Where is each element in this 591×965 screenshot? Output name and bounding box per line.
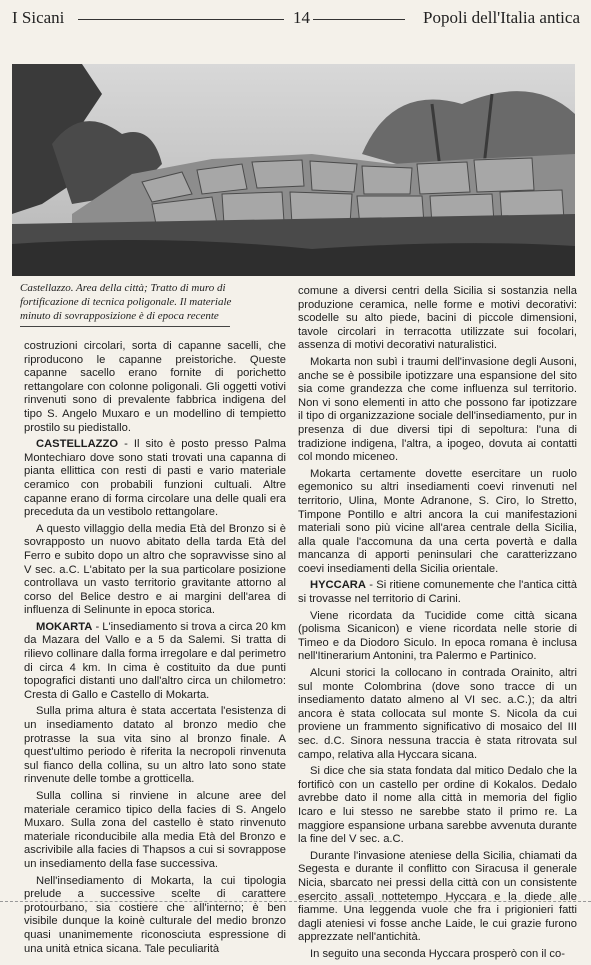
paragraph: Durante l'invasione ateniese della Sicilia, chiamati da Segesta e durante il conflitto con Siracusa il generale Nicia, sbarcato nei pressi della città con un consistente esercito assalì nottetempo Hyccara e la diede alle fiamme. Una leggenda vuole che fra i prigionieri fatti dagli ateniesi vi fosse anche Laide, le cui grazie furono apprezzate nell'antichità. — [298, 849, 577, 944]
section-title: I Sicani — [12, 8, 65, 27]
paragraph: Sulla collina si rinviene in alcune aree del materiale ceramico tipico della facies di S. Angelo Muxaro. Sulla zona del castello è stato rinvenuto materiale riconducibile alla media Età del Bronzo e ascrivibile alla facies di Thapsos a cui si sovrappose un insediamento della fase successiva. — [24, 790, 286, 870]
paragraph: Sulla prima altura è stata accertata l'esistenza di un insediamento datato al bronzo medio che protrasse la sua vita sino al bronzo finale. A quest'ultimo periodo è riferita la necropoli rinvenuta sul fianco della collina, su un altro lato sono state rinvenute delle tombe a grotticella. — [24, 705, 286, 786]
header-rule-right — [313, 19, 405, 20]
page-number: 14 — [293, 8, 310, 27]
header-rule-left — [78, 19, 284, 20]
keyword: CASTELLAZZO — [36, 438, 119, 451]
keyword: HYCCARA — [310, 579, 366, 592]
keyword: MOKARTA — [36, 620, 93, 633]
paragraph: MOKARTA - L'insediamento si trova a circa 20 km da Mazara del Vallo e a 5 da Salemi. Si tratta di rilievo collinare dalla forma irregolare e dal perimetro di circa 4 km. In cima è costituito da due punti topografici distanti uno dall'altro circa un chilometro: Cresta di Gallo e Castello di Mokarta. — [24, 620, 286, 701]
caption-rule — [20, 326, 230, 327]
paragraph: comune a diversi centri della Sicilia si sostanzia nella produzione ceramica, nelle forme e motivi decorativi: scodelle su alto piede, bacini di piccole dimensioni, tavole circolari in terracotta utilizzate sui focolari, assenza di motivi decorativi naturalistici. — [298, 285, 577, 352]
photo-caption: Castellazzo. Area della città; Tratto di muro di fortificazione di tecnica poligonale. Il materiale minuto di sovrapposizione è di epoca recente — [20, 282, 232, 322]
paragraph: CASTELLAZZO - Il sito è posto presso Palma Montechiaro dove sono stati trovati una capanna di pianta ellittica con resti di pasti e vario materiale ceramico con probabili funzioni cultuali. Altre capanne erano di forma circolare una delle quali era preceduta da un vestibolo rettangolare. — [24, 438, 286, 519]
paragraph: HYCCARA - Si ritiene comunemente che l'antica città si trovasse nel territorio di Carini. — [298, 579, 577, 606]
paragraph: Viene ricordata da Tucidide come città sicana (polisma Sicanicon) e viene ricordata nelle storie di Timeo e da Diodoro Siculo. In epoca romana è inclusa nell'Itinerarium Antonini, tra Palermo e Partinico. — [298, 609, 577, 663]
bottom-rule — [0, 901, 591, 902]
paragraph: In seguito una seconda Hyccara prosperò con il co- — [310, 947, 565, 960]
running-header — [12, 8, 580, 30]
paragraph: Mokarta certamente dovette esercitare un ruolo egemonico su altri insediamenti coevi rinvenuti nel territorio, Ulina, Monte Adranone, S. Ciro, lo Stretto, Timpone Pontillo e altri ancora la cui manifestazioni materiali sono più vicine all'area centrale della Sicilia, alla quale l'accomuna da una certa povertà e dalla mancanza di apporti peninsulari che caratterizzano coevi insediamenti della Sicilia orientale. — [298, 467, 577, 575]
paragraph: Nell'insediamento di Mokarta, la cui tipologia prelude a successive scelte di carattere protourbano, sia costiere che all'interno; è ben visibile dunque la koinè culturale del medio bronzo quasi unanimemente riconosciuta espressione di una unità etnica sicana. Tale peculiarità — [24, 874, 286, 955]
paragraph: Si dice che sia stata fondata dal mitico Dedalo che la fortificò con un castello per ordine di Kokalos. Dedalo avrebbe dato il nome alla città in memoria del figlio Icaro e lui stesso ne sarebbe stato il primo re. La maggiore espansione urbana sarebbe avvenuta durante la fine del V sec. a.C. — [298, 765, 577, 846]
paragraph: Mokarta non subì i traumi dell'invasione degli Ausoni, anche se è possibile ipotizzare una espansione del sito sia come grandezza che come influenza sul territorio. Non vi sono elementi in atto che possono far ipotizzare il tipo di organizzazione sociale dell'insediamento, pur in presenza di due diversi tipi di sepoltura: l'una di tradizione indigena, l'altra, a ipogeo, dovuta ai contatti col mondo miceneo. — [298, 355, 577, 464]
right-column — [298, 285, 577, 965]
book-title: Popoli dell'Italia antica — [423, 8, 580, 27]
left-column — [24, 340, 286, 959]
paragraph: costruzioni circolari, sorta di capanne sacelli, che riproducono le capanne preistoriche. Queste capanne sacello erano fornite di porichetto rettangolare con colonne poligonali. Gli oggetti votivi rinvenuti sono di prevalente fabbrica indigena del tipo S. Angelo Muxaro e un modellino di tempietto prostilo su piedistallo. — [24, 340, 286, 434]
paragraph: Alcuni storici la collocano in contrada Orainito, altri sul monte Colombrina (dove sono tracce di un insediamento datato almeno al VI sec. a.C.); da altri ancora è stata collocata sul monte S. Nicola da cui proviene un frammento significativo di mosaico del III sec. d.C. Sinora nessuna traccia è stata ritrovata sul campo, relativa alla Hyccara sicana. — [298, 667, 577, 761]
paragraph: A questo villaggio della media Età del Bronzo si è sovrapposto un nuovo abitato della tarda Età del Ferro e subito dopo un altro che sopravvisse sino al V sec. a.C. L'abitato per la sua particolare posizione controllava un vasto territorio gravitante attorno al corso del Belice destro e ai margini dell'area di influenza di Selinunte in epoca storica. — [24, 522, 286, 617]
stone-wall-photo — [12, 64, 575, 276]
